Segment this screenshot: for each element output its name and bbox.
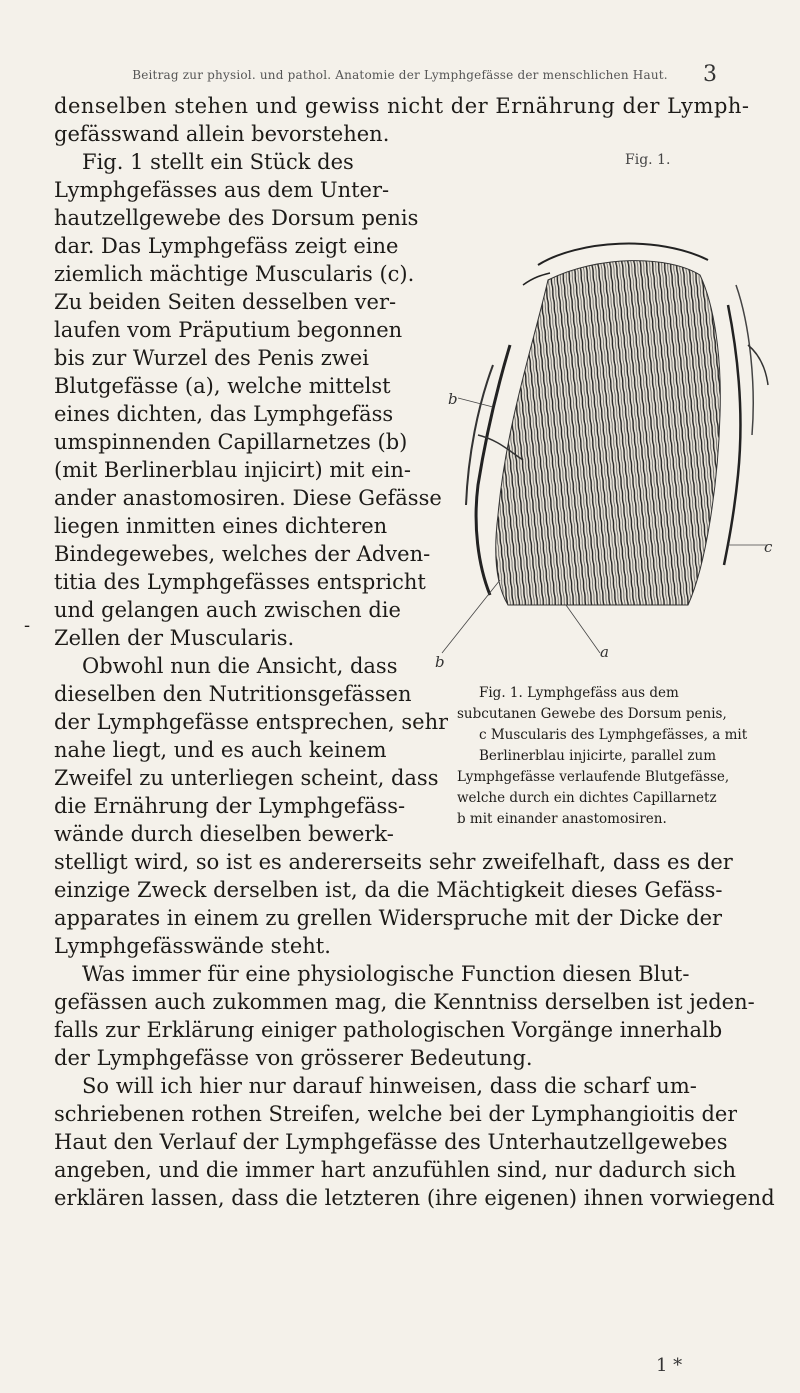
text-line: denselben stehen und gewiss nicht der Ernährung der Lymph- [54,94,750,118]
caption-line: Berlinerblau injicirte, parallel zum [479,748,717,764]
text-line: wände durch dieselben bewerk- [54,822,394,846]
text-line: der Lymphgefässe entsprechen, sehr [54,710,449,734]
text-line: angeben, und die immer hart anzufühlen sind, nur dadurch sich [54,1158,737,1182]
text-line: stelligt wird, so ist es andererseits sehr zweifelhaft, dass es der [54,850,733,874]
text-line: eines dichten, das Lymphgefäss [54,402,394,426]
text-line: Bindegewebes, welches der Adven- [54,542,431,566]
text-line: Fig. 1 stellt ein Stück des [82,150,354,174]
caption-line: Fig. 1. Lymphgefäss aus dem [479,685,679,701]
sheet-signature: 1 * [656,1355,683,1376]
text-line: gefässen auch zukommen mag, die Kenntniss derselben ist jeden- [54,990,755,1014]
caption-line: welche durch ein dichtes Capillarnetz [457,790,717,806]
text-line: Zweifel zu unterliegen scheint, dass [54,766,439,790]
text-line: laufen vom Präputium begonnen [54,318,403,342]
figure-label: Fig. 1. [625,152,671,168]
text-line: Lymphgefässes aus dem Unter- [54,178,390,202]
text-line: umspinnenden Capillarnetzes (b) [54,430,408,454]
text-line: (mit Berlinerblau injicirt) mit ein- [54,458,411,482]
text-line: bis zur Wurzel des Penis zwei [54,346,369,370]
text-line: schriebenen rothen Streifen, welche bei der Lymphangioitis der [54,1102,738,1126]
text-line: hautzellgewebe des Dorsum penis [54,206,419,230]
page-number: 3 [703,62,717,87]
figure-letter-c: c [764,538,773,556]
text-line: apparates in einem zu grellen Widerspruche mit der Dicke der [54,906,723,930]
text-line: einzige Zweck derselben ist, da die Mächtigkeit dieses Gefäss- [54,878,723,902]
caption-line: b mit einander anastomosiren. [457,811,667,827]
figure-letter-b-lower: b [435,653,445,671]
text-line: Zellen der Muscularis. [54,626,295,650]
text-line: ziemlich mächtige Muscularis (c). [54,262,415,286]
text-line: Obwohl nun die Ansicht, dass [82,654,398,678]
text-line: erklären lassen, dass die letzteren (ihre eigenen) ihnen vorwiegend [54,1186,775,1210]
text-line: falls zur Erklärung einiger pathologischen Vorgänge innerhalb [54,1018,723,1042]
text-line: Zu beiden Seiten desselben ver- [54,290,397,314]
figure-letter-a: a [600,643,609,661]
text-line: liegen inmitten eines dichteren [54,514,388,538]
text-line: die Ernährung der Lymphgefäss- [54,794,406,818]
text-line: titia des Lymphgefässes entspricht [54,570,426,594]
text-line: ander anastomosiren. Diese Gefässe [54,486,442,510]
text-line: Lymphgefässwände steht. [54,934,331,958]
text-line: Haut den Verlauf der Lymphgefässe des Unterhautzellgewebes [54,1130,728,1154]
margin-mark: - [24,615,31,636]
running-header: Beitrag zur physiol. und pathol. Anatomie der Lymphgefässe der menschlichen Haut. [132,68,668,82]
caption-line: subcutanen Gewebe des Dorsum penis, [457,706,727,722]
text-line: nahe liegt, und es auch keinem [54,738,387,762]
text-line: der Lymphgefässe von grösserer Bedeutung. [54,1046,533,1070]
text-line: Blutgefässe (a), welche mittelst [54,374,391,398]
lymph-vessel-illustration [438,185,773,660]
text-line: und gelangen auch zwischen die [54,598,401,622]
text-line: gefässwand allein bevorstehen. [54,122,390,146]
caption-line: Lymphgefässe verlaufende Blutgefässe, [457,769,730,785]
text-line: Was immer für eine physiologische Function diesen Blut- [82,962,690,986]
caption-line: c Muscularis des Lymphgefässes, a mit [479,727,748,743]
text-line: So will ich hier nur darauf hinweisen, dass die scharf um- [82,1074,697,1098]
text-line: dar. Das Lymphgefäss zeigt eine [54,234,399,258]
figure-letter-b-upper: b [448,390,458,408]
text-line: dieselben den Nutritionsgefässen [54,682,412,706]
